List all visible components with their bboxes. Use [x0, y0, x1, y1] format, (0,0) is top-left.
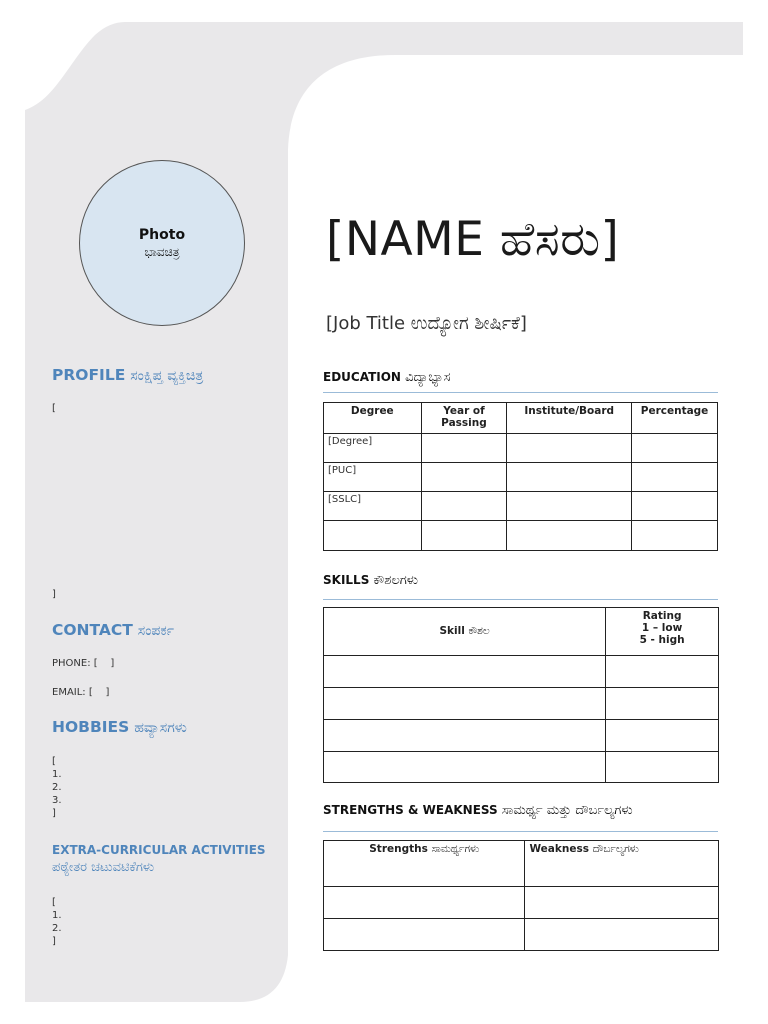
extra-heading: EXTRA-CURRICULAR ACTIVITIES	[52, 843, 266, 857]
skills-rating-cell[interactable]	[606, 752, 719, 783]
hobbies-heading-en: HOBBIES	[52, 718, 130, 736]
skills-col-skill-en: Skill	[439, 625, 465, 637]
strengths-heading-en: STRENGTHS & WEAKNESS	[323, 803, 498, 817]
extra-list[interactable]	[52, 896, 62, 948]
rating-label: Rating	[642, 610, 682, 622]
edu-cell[interactable]	[507, 492, 632, 521]
hobbies-line: 2.	[52, 782, 62, 793]
extra-line: ]	[52, 936, 56, 947]
profile-close-bracket[interactable]: ]	[52, 589, 56, 600]
extra-line: 2.	[52, 923, 62, 934]
photo-label-kn: ಭಾವಚಿತ್ರ	[144, 244, 180, 259]
name-title[interactable]: [NAME ಹೆಸರು]	[326, 212, 620, 267]
edu-cell[interactable]	[507, 463, 632, 492]
education-table	[323, 402, 718, 551]
hobbies-list[interactable]	[52, 755, 62, 820]
edu-cell[interactable]	[507, 434, 632, 463]
skills-rating-cell[interactable]	[606, 688, 719, 720]
edu-cell-sslc[interactable]: [SSLC]	[324, 492, 422, 521]
col-strengths-en: Strengths	[369, 843, 428, 855]
skills-col-rating	[606, 608, 719, 656]
extra-line: 1.	[52, 910, 62, 921]
strengths-heading-kn: ಸಾಮರ್ಥ್ಯ ಮತ್ತು ದೌರ್ಬಲ್ಯಗಳು	[501, 803, 633, 818]
skills-rating-cell[interactable]	[606, 656, 719, 688]
photo-placeholder[interactable]	[79, 160, 245, 326]
edu-cell[interactable]	[632, 463, 718, 492]
col-weakness-en: Weakness	[529, 843, 589, 855]
skills-cell[interactable]	[324, 656, 606, 688]
strengths-cell[interactable]	[324, 887, 525, 919]
rating-low: 1 – low	[641, 622, 683, 634]
strengths-rule	[323, 831, 718, 832]
contact-phone[interactable]: PHONE: [ ]	[52, 658, 115, 669]
edu-cell[interactable]	[421, 492, 507, 521]
profile-heading	[52, 366, 203, 384]
strengths-table	[323, 840, 719, 951]
edu-cell[interactable]	[421, 434, 507, 463]
edu-cell[interactable]	[507, 521, 632, 551]
hobbies-line: [	[52, 756, 56, 767]
col-weakness	[525, 841, 719, 887]
education-heading	[323, 370, 451, 385]
contact-email[interactable]: EMAIL: [ ]	[52, 687, 110, 698]
extra-line: [	[52, 897, 56, 908]
hobbies-line: ]	[52, 808, 56, 819]
contact-heading	[52, 621, 174, 639]
education-rule	[323, 392, 718, 393]
extra-heading-kn: ಪಠ್ಯೇತರ ಚಟುವಟಿಕೆಗಳು	[52, 860, 155, 875]
edu-col-percentage: Percentage	[632, 403, 718, 434]
skills-rating-cell[interactable]	[606, 720, 719, 752]
edu-cell[interactable]	[632, 492, 718, 521]
skills-col-skill	[324, 608, 606, 656]
skills-table	[323, 607, 719, 783]
skills-heading-en: SKILLS	[323, 573, 370, 587]
edu-col-degree: Degree	[324, 403, 422, 434]
education-heading-kn: ವಿದ್ಯಾಭ್ಯಾಸ	[405, 370, 451, 385]
profile-open-bracket[interactable]: [	[52, 403, 56, 414]
edu-col-year: Year of Passing	[421, 403, 507, 434]
col-strengths	[324, 841, 525, 887]
edu-col-institute: Institute/Board	[507, 403, 632, 434]
col-weakness-kn: ದೌರ್ಬಲ್ಯಗಳು	[592, 843, 639, 855]
education-heading-en: EDUCATION	[323, 370, 401, 384]
hobbies-line: 1.	[52, 769, 62, 780]
skills-heading-kn: ಕೌಶಲಗಳು	[373, 573, 418, 588]
hobbies-line: 3.	[52, 795, 62, 806]
edu-cell[interactable]	[421, 521, 507, 551]
skills-cell[interactable]	[324, 720, 606, 752]
contact-heading-kn: ಸಂಪರ್ಕ	[137, 623, 174, 639]
job-title[interactable]: [Job Title ಉದ್ಯೋಗ ಶೀರ್ಷಿಕೆ]	[326, 313, 527, 334]
weakness-cell[interactable]	[525, 919, 719, 951]
edu-cell[interactable]	[421, 463, 507, 492]
skills-heading	[323, 573, 418, 588]
col-strengths-kn: ಸಾಮರ್ಥ್ಯಗಳು	[431, 843, 480, 855]
edu-cell-puc[interactable]: [PUC]	[324, 463, 422, 492]
strengths-heading	[323, 803, 633, 818]
skills-rule	[323, 599, 718, 600]
photo-label: Photo	[138, 226, 186, 243]
strengths-cell[interactable]	[324, 919, 525, 951]
contact-heading-en: CONTACT	[52, 621, 133, 639]
profile-heading-en: PROFILE	[52, 366, 126, 384]
edu-cell[interactable]	[632, 434, 718, 463]
edu-cell[interactable]	[632, 521, 718, 551]
hobbies-heading-kn: ಹವ್ಯಾಸಗಳು	[134, 720, 187, 736]
skills-cell[interactable]	[324, 752, 606, 783]
edu-cell-empty[interactable]	[324, 521, 422, 551]
skills-col-skill-kn: ಕೌಶಲ	[468, 625, 490, 637]
skills-cell[interactable]	[324, 688, 606, 720]
weakness-cell[interactable]	[525, 887, 719, 919]
hobbies-heading	[52, 718, 187, 736]
profile-heading-kn: ಸಂಕ್ಷಿಪ್ತ ವ್ಯಕ್ತಿಚಿತ್ರ	[130, 368, 204, 384]
edu-cell-degree[interactable]: [Degree]	[324, 434, 422, 463]
rating-high: 5 - high	[639, 634, 685, 646]
